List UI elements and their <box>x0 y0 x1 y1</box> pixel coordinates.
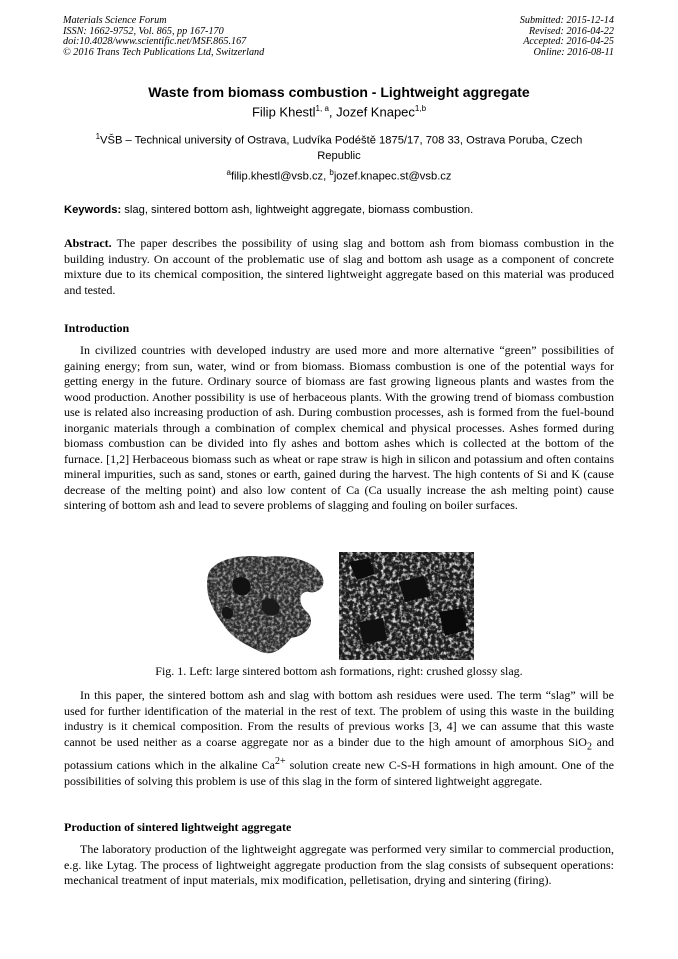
email-superscript: b <box>329 168 334 177</box>
revised-date: Revised: 2016-04-22 <box>528 25 614 37</box>
figure-caption: Fig. 1. Left: large sintered bottom ash formations, right: crushed glossy slag. <box>155 664 523 678</box>
paragraph-text: solution create new C-S-H formations in high amount. One of the possibilities of solving this problem is use of this slag in the form of sintered lightweight aggregate. <box>64 758 614 788</box>
affiliation-text: VŠB – Technical university of Ostrava, Ludvíka Podéště 1875/17, 708 33, Ostrava Poruba, Czech Republic <box>100 134 583 163</box>
crushed-glossy-slag-photo <box>339 552 474 660</box>
affiliation-superscript: 1 <box>95 132 101 141</box>
body-paragraph <box>64 688 614 789</box>
keywords-text: slag, sintered bottom ash, lightweight aggregate, biomass combustion. <box>121 204 474 216</box>
subscript: 2 <box>586 740 592 752</box>
paragraph-text: and potassium cations which in the alkaline Ca <box>64 734 614 773</box>
online-date: Online: 2016-08-11 <box>533 46 614 58</box>
issn-line: ISSN: 1662-9752, Vol. 865, pp 167-170 <box>63 25 224 37</box>
production-paragraph: The laboratory production of the lightweight aggregate was performed very similar to commercial production, e.g. like Lytag. The process of lightweight aggregate production from the slag consists of subsequent operations: mechanical treatment of input materials, mix modification, pelletisation, drying and sintering (firing). <box>64 842 614 887</box>
email-separator: , <box>323 170 330 183</box>
introduction-paragraph: In civilized countries with developed industry are used more and more alternative “green” possibilities of gaining energy; from sun, water, wind or from biomass. Biomass combustion is one of the potential ways for getting energy in the future. Ordinary source of biomass are fast growing ligneous plants and wastes from the wood production. Another possibility is use of herbaceous plants. With the growing trend of biomass combustion use is related also increasing production of ash. During combustion processes, ash is formed from the fuel-bound inorganic materials through a combination of complex chemical and physical processes. Ashes formed during biomass combustion can be divided into fly ashes and bottom ashes which is collected at the bottom of the furnace. [1,2] Herbaceous biomass such as wheat or rape straw is high in silicon and potassium and often contains mineral impurities, such as sand, stones or earth, gained during the harvest. The high contents of Si and K (cause decrease of the melting point) and also low content of Ca (Ca usually increase the ash melting point) cause sintering of bottom ash and lead to severe problems of slagging and fouling on boiler surfaces. <box>64 343 614 512</box>
abstract-text: The paper describes the possibility of using slag and bottom ash from biomass combustion in the building industry. On account of the problematic use of slag and bottom ash usage as a component of concrete mixture due to its chemical composition, the sintered lightweight aggregate based on this material was produced and tested. <box>64 236 614 297</box>
author-separator: , <box>328 104 337 120</box>
affiliation <box>90 129 588 165</box>
author-superscript: 1,b <box>414 104 427 113</box>
copyright-line: © 2016 Trans Tech Publications Ltd, Switzerland <box>63 46 265 58</box>
author-superscript: 1, a <box>315 104 329 113</box>
doi-line: doi:10.4028/www.scientific.net/MSF.865.167 <box>63 36 247 48</box>
paper-title: Waste from biomass combustion - Lightweight aggregate <box>148 84 530 100</box>
abstract-label: Abstract. <box>64 236 112 250</box>
email-line <box>0 168 678 183</box>
author-line <box>0 104 678 119</box>
author-name: Jozef Knapec <box>336 104 415 120</box>
submission-dates <box>520 16 614 58</box>
email-superscript: a <box>226 168 231 177</box>
abstract <box>64 236 614 298</box>
paragraph-text: In this paper, the sintered bottom ash and slag with bottom ash residues were used. The term “slag” will be used for further identification of the material in the rest of text. The problem of using this waste in the building industry is it chemical composition. From the results of previous works [3, 4] we can assume that this waste cannot be used neither as a coarse aggregate nor as a binder due to the high amount of amorphous SiO <box>64 688 614 749</box>
section-heading-production: Production of sintered lightweight aggregate <box>64 820 292 834</box>
journal-info <box>63 16 264 58</box>
email-address: jozef.knapec.st@vsb.cz <box>333 170 452 183</box>
keywords <box>64 204 616 216</box>
submitted-date: Submitted: 2015-12-14 <box>519 15 614 26</box>
email-address: filip.khestl@vsb.cz <box>230 170 324 183</box>
superscript: 2+ <box>274 756 286 768</box>
author-name: Filip Khestl <box>251 104 316 120</box>
keywords-label: Keywords: <box>64 204 122 216</box>
figure-1 <box>0 552 678 660</box>
journal-name: Materials Science Forum <box>63 15 167 26</box>
accepted-date: Accepted: 2016-04-25 <box>523 36 614 48</box>
sintered-bottom-ash-photo <box>203 552 331 658</box>
section-heading-introduction: Introduction <box>64 321 130 335</box>
